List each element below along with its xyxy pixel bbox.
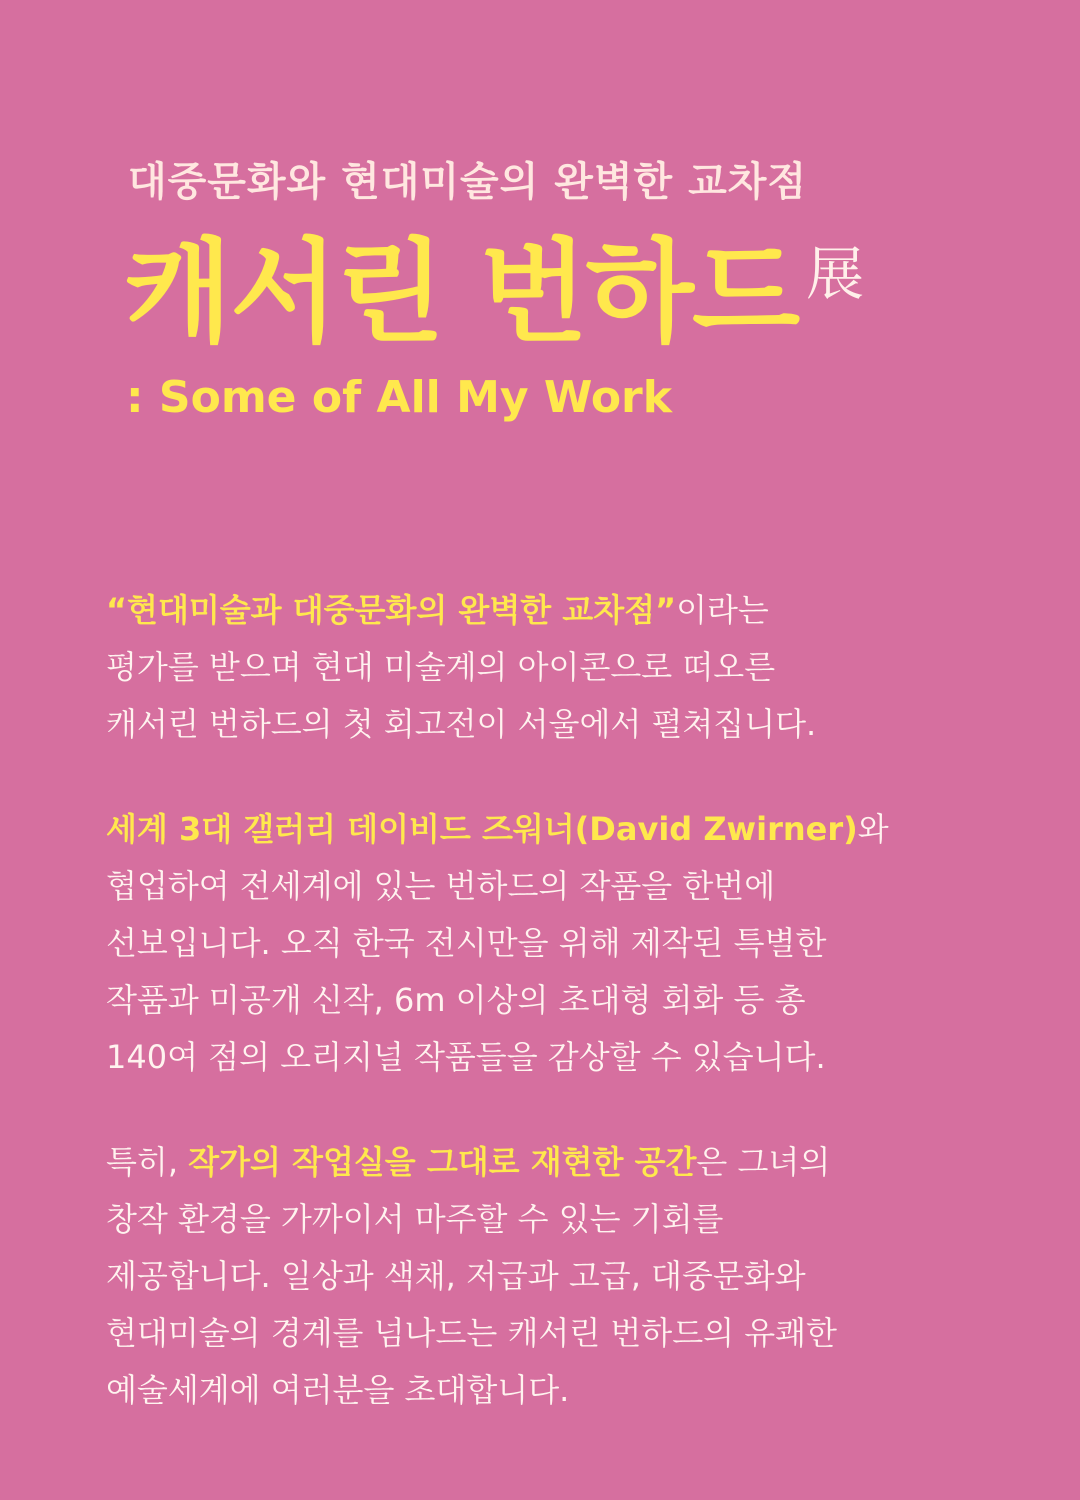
title-row (110, 228, 1010, 358)
paragraph-line (106, 582, 1006, 639)
paragraph-line (106, 801, 1006, 858)
description-paragraph (106, 1134, 1006, 1419)
paragraph-line (106, 1305, 1006, 1362)
body-text: 와 (857, 810, 889, 848)
body-text: 캐서린 번하드의 첫 회고전이 서울에서 펼쳐집니다. (106, 705, 817, 743)
header-kicker: 대중문화와 현대미술의 완벽한 교차점 (128, 159, 808, 205)
body-text: 선보입니다. 오직 한국 전시만을 위해 제작된 특별한 (106, 924, 827, 962)
body-text: 은 그녀의 (696, 1143, 831, 1181)
description-paragraph (106, 801, 1006, 1086)
paragraph-line (106, 1362, 1006, 1419)
paragraph-line (106, 1191, 1006, 1248)
description-paragraph (106, 582, 1006, 753)
paragraph-line (106, 858, 1006, 915)
body-text: 140여 점의 오리지널 작품들을 감상할 수 있습니다. (106, 1038, 826, 1076)
paragraph-line (106, 1134, 1006, 1191)
body-text: 창작 환경을 가까이서 마주할 수 있는 기회를 (106, 1200, 724, 1238)
paragraph-line (106, 915, 1006, 972)
paragraph-line (106, 696, 1006, 753)
body-text: 이라는 (676, 591, 769, 629)
exhibition-title: 캐서린 번하드 (124, 228, 799, 358)
body-text: 협업하여 전세계에 있는 번하드의 작품을 한번에 (106, 867, 776, 905)
exhibition-subtitle: : Some of All My Work (126, 372, 673, 423)
highlighted-text: 세계 3대 갤러리 데이비드 즈워너(David Zwirner) (106, 810, 858, 848)
poster-header (110, 150, 1010, 428)
highlighted-text: “현대미술과 대중문화의 완벽한 교차점” (106, 591, 677, 629)
body-text: 특히, (106, 1143, 189, 1181)
paragraph-line (106, 1029, 1006, 1086)
paragraph-line (106, 972, 1006, 1029)
body-text: 평가를 받으며 현대 미술계의 아이콘으로 떠오른 (106, 648, 776, 686)
body-text: 작품과 미공개 신작, 6m 이상의 초대형 회화 등 총 (106, 981, 806, 1019)
paragraph-line (106, 1248, 1006, 1305)
body-text: 현대미술의 경계를 넘나드는 캐서린 번하드의 유쾌한 (106, 1314, 837, 1352)
paragraph-line (106, 639, 1006, 696)
body-text: 제공합니다. 일상과 색채, 저급과 고급, 대중문화와 (106, 1257, 806, 1295)
description-body (106, 582, 1006, 1467)
exhibition-suffix: 展 (806, 240, 865, 308)
highlighted-text: 작가의 작업실을 그대로 재현한 공간 (188, 1143, 697, 1181)
body-text: 예술세계에 여러분을 초대합니다. (106, 1371, 570, 1409)
